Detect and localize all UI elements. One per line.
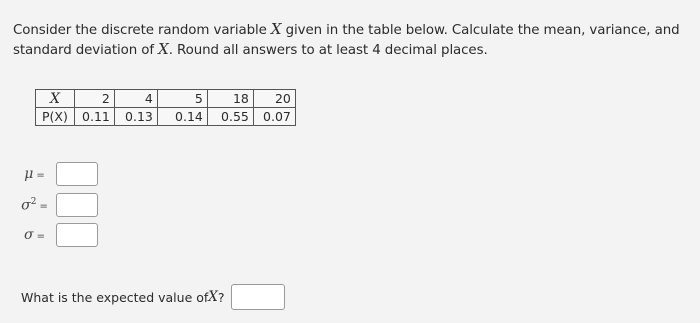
variance-row bbox=[13, 193, 98, 217]
table-cell-x: 4 bbox=[114, 90, 157, 108]
mean-label: μ = bbox=[24, 166, 45, 182]
expected-value-suffix: ? bbox=[217, 289, 225, 305]
table-cell-p: 0.13 bbox=[114, 108, 157, 126]
table-header-x: X bbox=[36, 90, 75, 108]
expected-value-var: X bbox=[208, 289, 218, 305]
expected-value-input[interactable] bbox=[231, 284, 285, 310]
sd-row bbox=[13, 223, 98, 247]
question-part2: given in the table below. Calculate the mean, variance, and standard deviation of bbox=[13, 23, 680, 58]
table-cell-p: 0.55 bbox=[207, 108, 253, 126]
table-row-x bbox=[36, 90, 296, 108]
expected-value-row bbox=[21, 284, 285, 310]
question-part3: . Round all answers to at least 4 decimal places. bbox=[168, 43, 488, 58]
mean-input[interactable] bbox=[56, 162, 98, 186]
distribution-table bbox=[35, 89, 296, 126]
question-var-x: X bbox=[270, 20, 282, 38]
table-cell-p: 0.14 bbox=[157, 108, 207, 126]
sd-input[interactable] bbox=[56, 223, 98, 247]
table-cell-x: 2 bbox=[74, 90, 114, 108]
question-var-x-2: X bbox=[158, 40, 169, 58]
expected-value-prompt: What is the expected value of bbox=[21, 289, 209, 305]
table-cell-p: 0.11 bbox=[74, 108, 114, 126]
table-cell-x: 5 bbox=[157, 90, 207, 108]
table-cell-x: 20 bbox=[253, 90, 295, 108]
variance-input[interactable] bbox=[56, 193, 98, 217]
question-text bbox=[13, 20, 683, 60]
table-header-px: P(X) bbox=[36, 108, 75, 126]
question-part1: Consider the discrete random variable bbox=[13, 23, 271, 38]
mean-row bbox=[13, 162, 98, 186]
table-cell-x: 18 bbox=[207, 90, 253, 108]
table-row-p bbox=[36, 108, 296, 126]
variance-label: $\sigma^2$ = bbox=[21, 196, 48, 214]
table-cell-p: 0.07 bbox=[253, 108, 295, 126]
sd-label: σ = bbox=[24, 227, 45, 243]
